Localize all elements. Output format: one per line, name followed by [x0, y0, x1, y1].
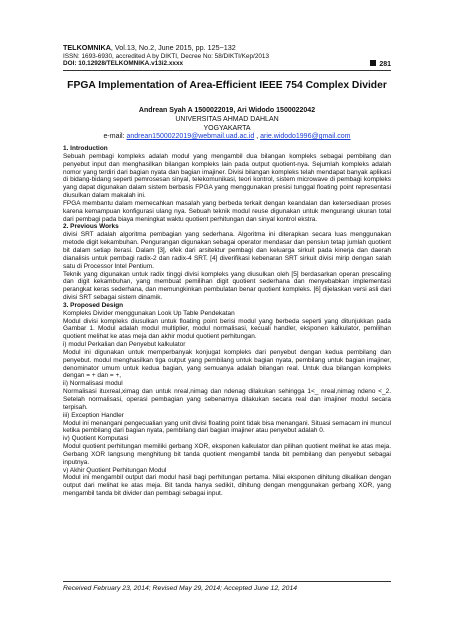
- author-university: UNIVERSITAS AHMAD DAHLAN: [175, 115, 279, 123]
- journal-volume: , Vol.13, No.2, June 2015, pp. 125~132: [110, 43, 236, 52]
- journal-name: TELKOMNIKA: [63, 43, 111, 52]
- journal-header: [63, 44, 393, 68]
- journal-doi: DOI: 10.12928/TELKOMNIKA.v13i2.xxxx: [63, 60, 184, 68]
- received-dates: Received February 23, 2014; Revised May 29, 2014; Accepted June 12, 2014: [63, 585, 298, 592]
- paragraph: v) Akhir Quotient Perhitungan Modul: [63, 466, 167, 474]
- section-heading: 1. Introduction: [63, 145, 108, 152]
- paper-body: [63, 145, 391, 498]
- page-number-text: 281: [379, 61, 391, 68]
- paragraph: Modul ini menangani pengecualian yang unit divisi floating point tidak bisa menangani. Situasi semacam ini muncul ketika pembilang dari bagian nyata, pembilang dari bagian imajiner atau penyebut adalah 0.: [63, 419, 391, 435]
- email-separator: ,: [254, 133, 261, 141]
- email-link-2[interactable]: arie.widodo1996@gmail.com: [260, 133, 351, 141]
- page-number: [370, 60, 391, 68]
- paragraph: i) modul Perkalian dan Penyebut kalkulator: [63, 341, 186, 349]
- section-heading: 2. Previous Works: [63, 223, 119, 231]
- paragraph: Modul ini mengambil output dari modul hasil bagi perhitungan pertama. Nilai eksponen dihitung dikalikan dengan output dari melihat ke atas meja. Bit tanda hanya sedikit, dihitung dengan menggunakan gerbang XOR, yang mengambil tanda bit divider dan pembagi sebagai input.: [63, 474, 391, 498]
- paragraph: Sebuah pembagi kompleks adalah modul yang mengambil dua bilangan kompleks sebagai pembilang dan penyebut input dan menghasilkan bilangan kompleks lain pada output quotient-nya. Sejumlah kompleks adalah nomor yang terdiri dari bagian nyata dan bagian imajiner. Divisi bilangan kompleks telah mendapat banyak aplikasi di bidang-bidang seperti pemrosesan sinyal, telekomunikasi, teori kontrol, sistem microwave di pembagi kompleks yang dapat digunakan dalam sistem berbasis FPGA yang menggunakan presisi tunggal floating point representasi diusulkan dalam makalah ini.: [63, 152, 391, 200]
- author-city: YOGYAKARTA: [203, 124, 251, 132]
- paragraph: iii) Exception Handler: [63, 411, 124, 419]
- email-label: e-mail:: [103, 133, 127, 141]
- paragraph: ii) Normalisasi modul: [63, 380, 123, 388]
- paragraph: divisi SRT adalah algoritma pembagian yang sederhana. Algoritma ini diterapkan secara luas menggunakan metode digit kekambuhan. Pengurangan digunakan sebagai operator mendasar dan pensiun tetap jumlah quotient bit dalam setiap iterasi. Dalam [3], efek dari arsitektur pembagi dan keluarga sirkuit pada kinerja dan daerah dianalisis untuk pembagi radix-2 dan radix-4 SRT. [4] diverifikasi kebenaran SRT sirkuit divisi mirip dengan salah satu di Processor Intel Pentium.: [63, 231, 391, 270]
- paragraph: Modul quotient perhitungan memiliki gerbang XOR, eksponen kalkulator dan pilihan quotient melihat ke atas meja. Gerbang XOR langsung menghitung bit tanda quotient mengambil tanda bit pembilang dan penyebut sebagai inputnya.: [63, 443, 391, 466]
- paragraph: Modul ini digunakan untuk memperbanyak konjugat kompleks dari penyebut dengan kedua pembilang dan penyebut. modul menghasilkan tiga output yang pembilang untuk bagian nyata, pembilang untuk bagian imajiner, denominator umum untuk kedua bagian, yang semuanya adalah bilangan real. Untuk dua bilangan kompleks dengan = + dan = +,: [63, 348, 391, 380]
- email-link-1[interactable]: andrean1500022019@webmail.uad.ac.id: [126, 133, 255, 141]
- paragraph: FPGA membantu dalam memecahkan masalah yang berbeda terkait dengan keandalan dan ketersediaan proses karena kemampuan konfigurasi ulang nya. Sebuah teknik modul reuse digunakan untuk mengurangi ukuran total dari pembagi pada biaya meningkat waktu quotient perhitungan dan sinyal kontrol ekstra.: [63, 199, 391, 223]
- section-heading: 3. Proposed Design: [63, 301, 124, 309]
- author-block: [63, 107, 391, 142]
- paragraph: iv) Quotient Komputasi: [63, 435, 129, 443]
- paragraph: Normalisasi ituxreal,ximag dan untuk nreal,nimag dan ndenag dilakukan sehingga 1<_ nreal,nimag ndeno <_2. Setelah normalisasi, operasi pembagian yang sebenarnya dilakukan secara real dan imajiner modul secara terpisah.: [63, 388, 391, 411]
- paragraph: Kompleks Divider menggunakan Look Up Table Pendekatan: [63, 309, 235, 317]
- author-emails: [63, 133, 391, 142]
- journal-issn: ISSN: 1693-6930, accredited A by DIKTI, Decree No: 58/DIKTI/Kep/2013: [63, 52, 270, 60]
- author-names: Andrean Syah A 1500022019, Ari Widodo 1500022042: [138, 107, 316, 114]
- paragraph: Modul divisi kompleks diusulkan untuk floating point berisi modul yang berbeda seperti yang ditunjukkan pada Gambar 1. Modul adalah modul multiplier, modul normalisasi, kecuali handler, eksponen kalkulator, pemilihan quotient melihat ke atas meja dan akhir modul quotient perhitungan.: [63, 317, 391, 341]
- paragraph: Teknik yang digunakan untuk radix tinggi divisi kompleks yang diusulkan oleh [5] berdasarkan operan prescaling dan digit kekambuhan, yang membuat pemilihan digit quotient sederhana dan menyebabkan implementasi perangkat keras sederhana, dan memungkinkan pembulatan benar quotient kompleks. [6] dijelaskan versi asli dari divisi SRT sebagai sistem dinamik.: [63, 270, 391, 302]
- square-bullet-icon: [370, 60, 376, 66]
- paper-title: FPGA Implementation of Area-Efficient IEEE 754 Complex Divider: [67, 80, 387, 91]
- header-divider: [63, 70, 391, 71]
- footer-divider: [63, 581, 391, 582]
